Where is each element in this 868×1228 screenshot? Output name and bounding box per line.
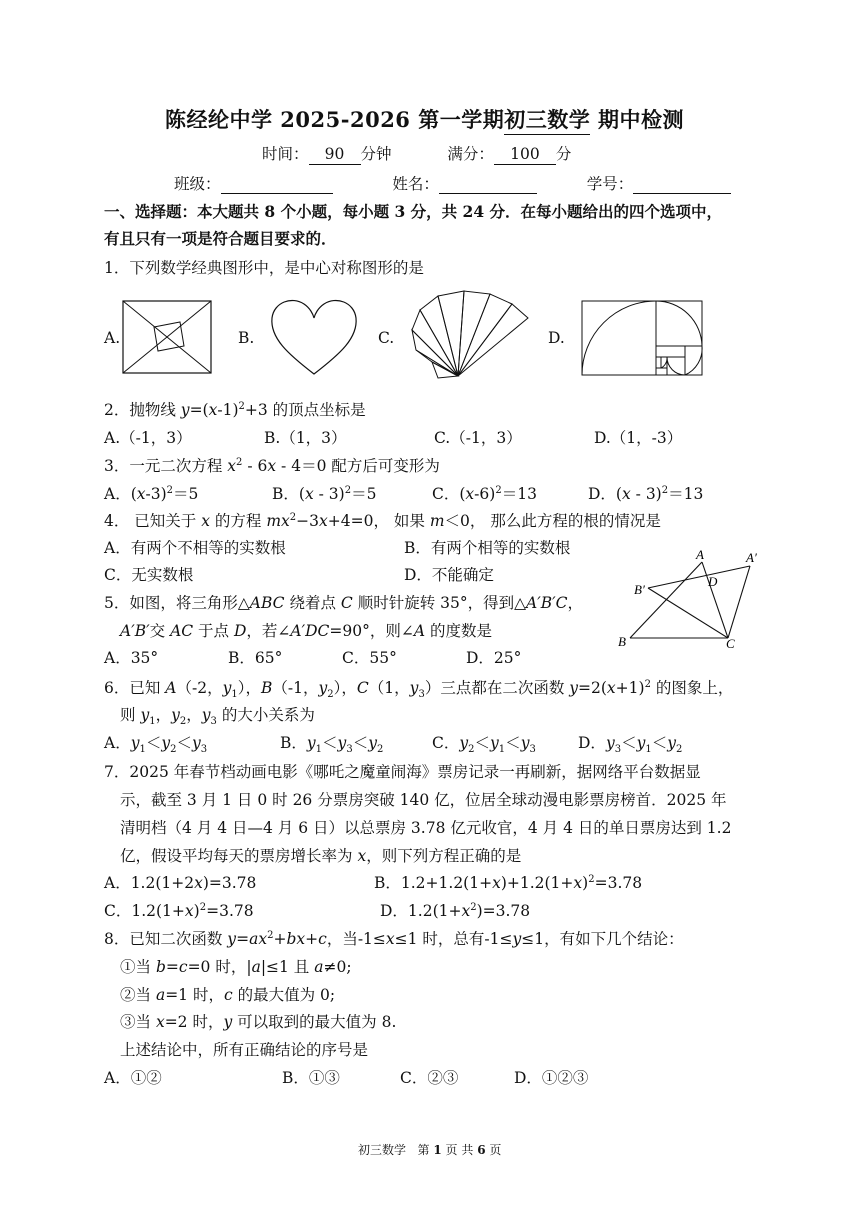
footer-text: 页 (489, 1143, 502, 1157)
golden-spiral-figure (581, 300, 703, 376)
q2-option-a[interactable]: A.（-1，3） (104, 429, 192, 447)
q4-option-a[interactable]: A．有两个不相等的实数根 (104, 539, 286, 557)
footer-total-pages: 6 (477, 1143, 486, 1157)
q1-option-b-label[interactable]: B. (238, 329, 255, 347)
student-info-row (174, 174, 731, 194)
q1-option-c-label[interactable]: C. (378, 329, 395, 347)
q7-line4: 亿，假设平均每天的票房增长率为 x，则下列方程正确的是 (120, 847, 522, 865)
q6-stem-line2: 则 $y_1$，$y_2$，$y_3$ 的大小关系为 (120, 706, 315, 728)
q3-option-c[interactable]: C．$(x-6)^2=13$ (432, 484, 537, 503)
q5-option-c[interactable]: C．55° (342, 649, 397, 667)
q7-line1: 7．2025 年春节档动画电影《哪吒之魔童闹海》票房记录一再刷新，据网络平台数据显 (104, 763, 701, 781)
q6-option-d[interactable]: D．$y_3<y_1<y_2$ (578, 734, 683, 756)
footer-subject: 初三数学 (358, 1143, 407, 1157)
q2-option-d[interactable]: D.（1，-3） (594, 429, 683, 447)
q5-stem-line1: 5．如图，将三角形△ABC 绕着点 C 顺时针旋转 35°，得到△A′B′C， (104, 594, 584, 612)
q5-option-d[interactable]: D．25° (466, 649, 522, 667)
pinwheel-square-figure (122, 300, 212, 374)
title-subject: 初三数学 (504, 104, 590, 135)
time-label: 时间： (262, 145, 309, 163)
q8-conclusion-3: ③当 x=2 时，y 可以取到的最大值为 8. (120, 1013, 397, 1031)
fig-label-b: B (618, 634, 626, 649)
time-unit: 分钟 (360, 145, 392, 163)
q8-option-c[interactable]: C．②③ (400, 1069, 459, 1087)
q1-stem: 1．下列数学经典图形中，是中心对称图形的是 (104, 259, 424, 277)
q1-option-d-label[interactable]: D. (548, 329, 565, 347)
q8-conclusion-1: ①当 b=c=0 时，|a|≤1 且 a≠0; (120, 958, 352, 976)
q4-option-d[interactable]: D．不能确定 (404, 566, 494, 584)
q8-option-d[interactable]: D．①②③ (514, 1069, 589, 1087)
q8-conclusion-prompt: 上述结论中，所有正确结论的序号是 (120, 1041, 369, 1059)
title-school: 陈经纶中学 2025-2026 第一学期 (165, 107, 505, 132)
q8-stem: 8．已知二次函数 $y=ax^2+bx+c$，当-1≤x≤1 时，总有-1≤y≤1，有如下几个结论： (104, 929, 684, 948)
fig-label-a: A (696, 547, 704, 562)
name-label: 姓名： (392, 175, 439, 193)
footer-text: 页 (445, 1143, 458, 1157)
q5-option-a[interactable]: A．35° (104, 649, 159, 667)
q4-option-c[interactable]: C．无实数根 (104, 566, 194, 584)
fig-label-d: D (708, 574, 718, 589)
q2-option-c[interactable]: C.（-1，3） (434, 429, 522, 447)
q6-option-a[interactable]: A．$y_1<y_2<y_3$ (104, 734, 208, 756)
q6-option-c[interactable]: C．$y_2<y_1<y_3$ (432, 734, 536, 756)
score-unit: 分 (555, 145, 572, 163)
q7-line3: 清明档（4 月 4 日—4 月 6 日）以总票房 3.78 亿元收官，4 月 4 日的单日票房达到 1.2 (120, 819, 732, 837)
q2-stem: 2．抛物线 $y=(x-1)^2+3$ 的顶点坐标是 (104, 400, 366, 419)
page-title (165, 104, 684, 135)
footer-text: 共 (461, 1143, 474, 1157)
section1-line2: 有且只有一项是符合题目要求的． (104, 229, 337, 248)
section1-line1: 一、选择题：本大题共 8 个小题，每小题 3 分，共 24 分．在每小题给出的四个选项中， (104, 202, 723, 221)
q2-option-b[interactable]: B.（1，3） (264, 429, 347, 447)
q6-stem-line1: 6．已知 A（-2，$y_1$），B（-1，$y_2$），C（1，$y_3$）三点都在二次函数 $y=2(x+1)^2$ 的图象上， (104, 678, 734, 701)
id-label: 学号： (586, 175, 634, 193)
q7-option-a[interactable]: A．1.2(1+2x)=3.78 (104, 874, 257, 892)
q4-option-b[interactable]: B．有两个相等的实数根 (404, 539, 571, 557)
title-exam: 期中检测 (598, 107, 685, 132)
q8-option-b[interactable]: B．①③ (282, 1069, 340, 1087)
q3-stem: 3．一元二次方程 $x^2 - 6x - 4=0$ 配方后可变形为 (104, 456, 440, 475)
q7-line2: 示，截至 3 月 1 日 0 时 26 分票房突破 140 亿，位居全球动漫电影票房榜首．2025 年 (120, 791, 727, 809)
class-label: 班级： (174, 175, 221, 193)
fig-label-a-prime: A′ (746, 550, 757, 565)
q6-option-b[interactable]: B．$y_1<y_3<y_2$ (280, 734, 384, 756)
q3-option-d[interactable]: D．(x - 3)$^2$＝13 (588, 484, 704, 503)
class-field[interactable] (221, 177, 333, 194)
score-label: 满分： (447, 145, 494, 163)
q3-option-b[interactable]: B．(x - 3)$^2$＝5 (272, 484, 377, 503)
q8-conclusion-2: ②当 a=1 时，c 的最大值为 0; (120, 986, 336, 1004)
footer-text: 第 (417, 1143, 430, 1157)
q7-option-d[interactable]: D．$1.2(1+x^2)=3.78$ (380, 901, 531, 920)
fig-label-b-prime: B′ (634, 582, 645, 597)
q4-stem: 4． 已知关于 x 的方程 $mx^2-3x+4=0$， 如果 m＜0， 那么此方程的根的情况是 (104, 511, 661, 530)
fig-label-c: C (726, 636, 735, 651)
q8-option-a[interactable]: A．①② (104, 1069, 162, 1087)
footer-page-number: 1 (433, 1143, 442, 1157)
fan-triangles-figure (408, 290, 533, 382)
exam-meta (262, 144, 571, 165)
q5-stem-line2: A′B′交 AC 于点 D，若∠A′DC=90°，则∠A 的度数是 (120, 622, 493, 640)
heart-figure (268, 298, 360, 378)
score-value: 100 (494, 144, 556, 165)
time-value: 90 (309, 144, 361, 165)
q3-option-a[interactable]: A．$(x-3)^2=5$ (104, 484, 199, 503)
id-field[interactable] (633, 177, 731, 194)
page-footer (358, 1141, 501, 1158)
q1-option-a-label[interactable]: A. (104, 329, 121, 347)
q5-option-b[interactable]: B．65° (228, 649, 283, 667)
q7-option-b[interactable]: B．$1.2+1.2(1+x)+1.2(1+x)^2=3.78$ (374, 873, 643, 892)
name-field[interactable] (439, 177, 537, 194)
q7-option-c[interactable]: C．$1.2(1+x)^2=3.78$ (104, 901, 254, 920)
rotated-triangle-figure (612, 546, 778, 652)
